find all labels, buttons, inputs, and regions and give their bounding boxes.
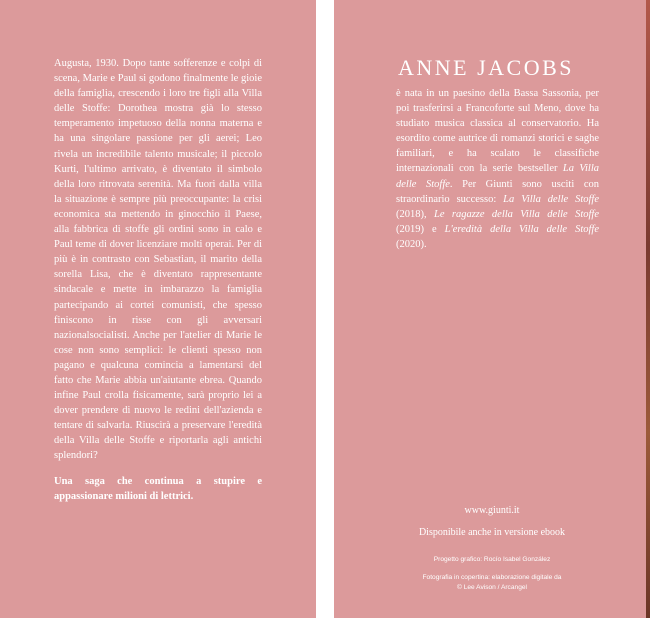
book-title-2: Le ragazze della Villa delle Stoffe xyxy=(434,208,599,220)
author-flap-panel xyxy=(334,0,650,618)
publisher-website: www.giunti.it xyxy=(464,505,520,516)
bio-mid: . Per Giunti sono usciti con straordinario successo: xyxy=(396,178,599,205)
book-title-1: La Villa delle Stoffe xyxy=(503,193,599,205)
photo-credit-line-1: Fotografia in copertina: elaborazione digitale da xyxy=(422,574,562,581)
book-title-3: L'eredità della Villa delle Stoffe xyxy=(444,223,599,235)
bio-intro: è nata in un paesino della Bassa Sassonia, per poi trasferirsi a Francoforte sul Meno, dove ha studiato musica classica al conservatorio. Ha esordito come autrice di romanzi storici e saghe familiari, e ha scalato le classifiche internazionali con la serie bestseller xyxy=(396,88,599,175)
series-title: La Villa delle Stoffe xyxy=(396,163,600,190)
photo-credit xyxy=(334,573,650,592)
synopsis-block xyxy=(54,56,262,504)
photo-credit-line-2: © Lee Avison / Arcangel xyxy=(457,583,527,591)
author-name: ANNE JACOBS xyxy=(398,55,575,80)
book-year-1: (2018), xyxy=(396,208,434,220)
book-year-3: (2020). xyxy=(396,238,427,250)
cover-image-edge xyxy=(646,0,650,618)
ebook-note: Disponibile anche in versione ebook xyxy=(418,527,566,538)
author-bio xyxy=(396,86,599,252)
tagline: Una saga che continua a stupire e appassionare milioni di lettrici. xyxy=(54,475,262,502)
back-cover-panel xyxy=(0,0,316,618)
book-year-2: (2019) e xyxy=(396,223,445,235)
synopsis-text: Augusta, 1930. Dopo tante sofferenze e colpi di scena, Marie e Paul si godono finalmente le gioie della famiglia, crescendo i loro tre figli alla Villa delle Stoffe: Dorothea mostra già lo stesso temperamento impetuoso della nonna materna e ha una singolare passione per gli aerei; Leo rivela un incredibile talento musicale; il piccolo Kurti, l'ultimo arrivato, è diventato il simbolo della loro ritrovata serenità. Ma fuori dalla villa la situazione è sempre più preoccupante: la crisi economica sta mettendo in ginocchio il Paese, alla fabbrica di stoffe gli ordini sono in calo e Paul teme di dover licenziare molti operai. Per di più è in contrasto con Sebastian, il marito della sorella Lisa, che è diventato rappresentante sindacale e mette in imbarazzo la famiglia partecipando ai cortei comunisti, che spesso finiscono in risse con gli avversari nazionalsocialisti. Anche per l'atelier di Marie le cose non sono semplici: le clienti spesso non pagano e qualcuna comincia a lamentarsi del fatto che Marie abbia un'aiutante ebrea. Quando infine Paul crolla fisicamente, sarà proprio lei a dover prendere di nuovo le redini dell'azienda e tentare di salvarla. Riuscirà a preservare l'eredità della Villa delle Stoffe e riportarla agli antichi splendori? xyxy=(54,58,262,462)
design-credit: Progetto grafico: Rocío Isabel González xyxy=(433,556,551,563)
